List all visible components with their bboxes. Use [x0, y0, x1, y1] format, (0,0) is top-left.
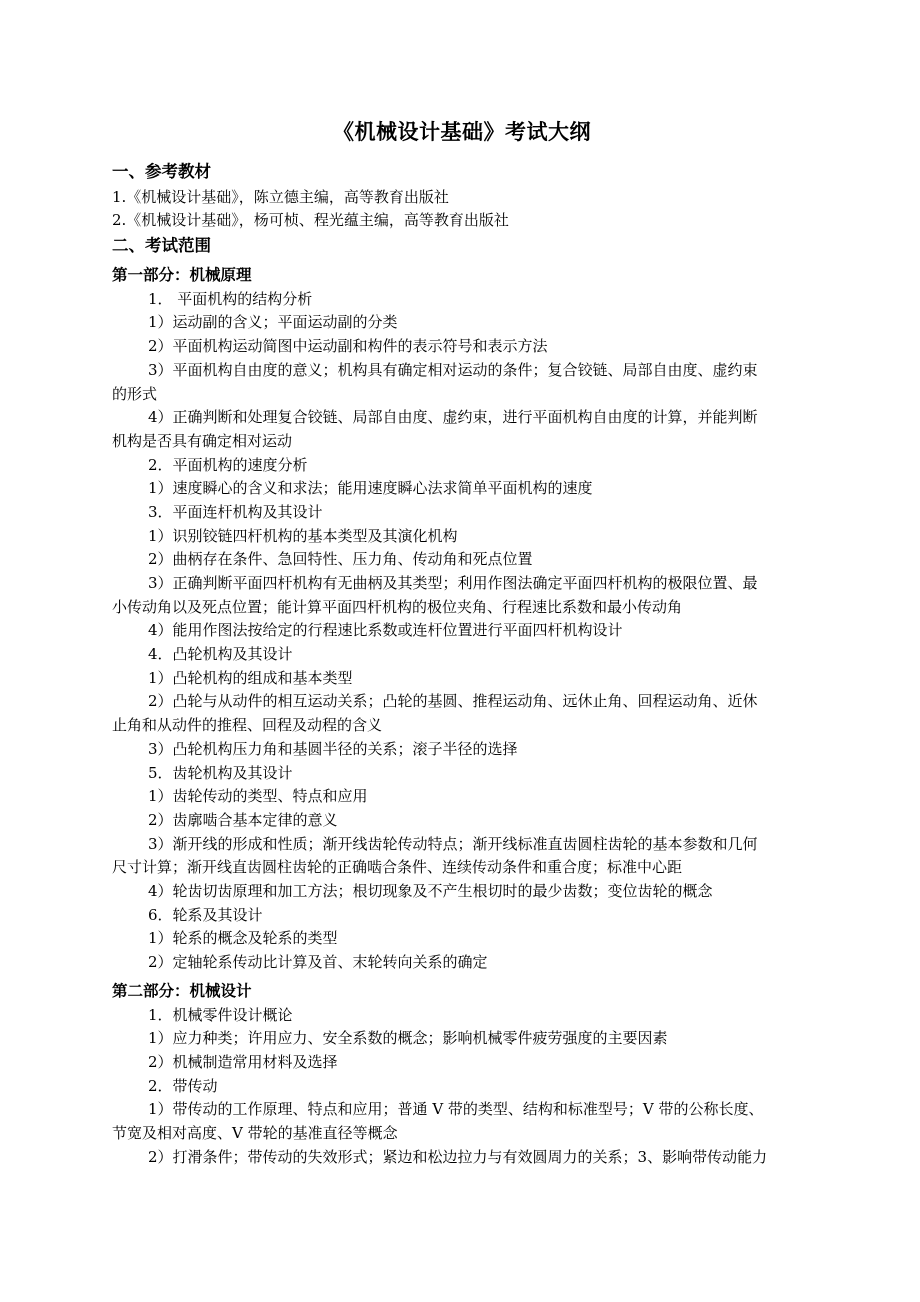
section-heading: 一、参考教材	[112, 162, 211, 181]
section-reference-materials	[112, 160, 812, 232]
outline-item: 3）平面机构自由度的意义；机构具有确定相对运动的条件；复合铰链、局部自由度、虚约束	[148, 360, 758, 379]
outline-item: 1．机械零件设计概论	[148, 1005, 293, 1024]
part-heading: 第一部分：机械原理	[112, 265, 252, 284]
outline-item: 2）凸轮与从动件的相互运动关系；凸轮的基圆、推程运动角、远休止角、回程运动角、近休	[148, 692, 758, 711]
part-two	[112, 979, 812, 1170]
part-one	[112, 263, 812, 975]
outline-item: 2）打滑条件；带传动的失效形式；紧边和松边拉力与有效圆周力的关系；3、影响带传动能力	[148, 1147, 768, 1166]
outline-item: 1． 平面机构的结构分析	[148, 289, 313, 308]
section-exam-scope	[112, 234, 812, 259]
outline-item: 2．平面机构的速度分析	[148, 455, 308, 474]
outline-item: 2）机械制造常用材料及选择	[148, 1052, 338, 1071]
outline-item: 4）轮齿切齿原理和加工方法；根切现象及不产生根切时的最少齿数；变位齿轮的概念	[148, 881, 713, 900]
outline-item: 3）凸轮机构压力角和基圆半径的关系；滚子半径的选择	[148, 739, 518, 758]
outline-item: 1）齿轮传动的类型、特点和应用	[148, 787, 368, 806]
outline-item-continuation: 节宽及相对高度、V 带轮的基准直径等概念	[112, 1123, 398, 1142]
outline-item: 2）平面机构运动简图中运动副和构件的表示符号和表示方法	[148, 337, 548, 356]
outline-item: 6．轮系及其设计	[148, 905, 263, 924]
outline-item: 4．凸轮机构及其设计	[148, 645, 293, 664]
outline-item: 2）定轴轮系传动比计算及首、末轮转向关系的确定	[148, 953, 488, 972]
outline-item: 1）应力种类；许用应力、安全系数的概念；影响机械零件疲劳强度的主要因素	[148, 1029, 668, 1048]
page-title: 《机械设计基础》考试大纲	[333, 119, 591, 144]
outline-item: 1）运动副的含义；平面运动副的分类	[148, 313, 398, 332]
outline-item-continuation: 止角和从动件的推程、回程及动程的含义	[112, 716, 383, 735]
outline-item: 2）曲柄存在条件、急回特性、压力角、传动角和死点位置	[148, 550, 533, 569]
outline-item: 1）轮系的概念及轮系的类型	[148, 929, 338, 948]
reference-item: 2.《机械设计基础》，杨可桢、程光蕴主编，高等教育出版社	[112, 211, 509, 229]
outline-item: 1）带传动的工作原理、特点和应用；普通 V 带的类型、结构和标准型号；V 带的公称长度、	[148, 1100, 764, 1119]
outline-item: 5．齿轮机构及其设计	[148, 763, 293, 782]
outline-item: 4）正确判断和处理复合铰链、局部自由度、虚约束，进行平面机构自由度的计算，并能判断	[148, 408, 758, 427]
part-heading: 第二部分：机械设计	[112, 980, 252, 1000]
outline-item: 3．平面连杆机构及其设计	[148, 502, 323, 521]
outline-item-continuation: 尺寸计算；渐开线直齿圆柱齿轮的正确啮合条件、连续传动条件和重合度；标准中心距	[112, 858, 683, 877]
outline-item-continuation: 的形式	[112, 384, 158, 403]
outline-item: 4）能用作图法按给定的行程速比系数或连杆位置进行平面四杆机构设计	[148, 621, 623, 640]
outline-item: 3）渐开线的形成和性质；渐开线齿轮传动特点；渐开线标准直齿圆柱齿轮的基本参数和几何	[148, 834, 758, 853]
outline-item: 2．带传动	[148, 1076, 218, 1095]
outline-item: 1）速度瞬心的含义和求法；能用速度瞬心法求简单平面机构的速度	[148, 479, 593, 498]
outline-item: 1）识别铰链四杆机构的基本类型及其演化机构	[148, 526, 458, 545]
section-heading: 二、考试范围	[112, 236, 211, 256]
outline-item: 1）凸轮机构的组成和基本类型	[148, 668, 353, 687]
outline-item: 3）正确判断平面四杆机构有无曲柄及其类型；利用作图法确定平面四杆机构的极限位置、最	[148, 574, 758, 593]
outline-item: 2）齿廓啮合基本定律的意义	[148, 810, 338, 829]
reference-item: 1.《机械设计基础》，陈立德主编，高等教育出版社	[112, 187, 449, 206]
outline-item-continuation: 小传动角以及死点位置；能计算平面四杆机构的极位夹角、行程速比系数和最小传动角	[112, 597, 683, 616]
outline-item-continuation: 机构是否具有确定相对运动	[112, 431, 293, 450]
